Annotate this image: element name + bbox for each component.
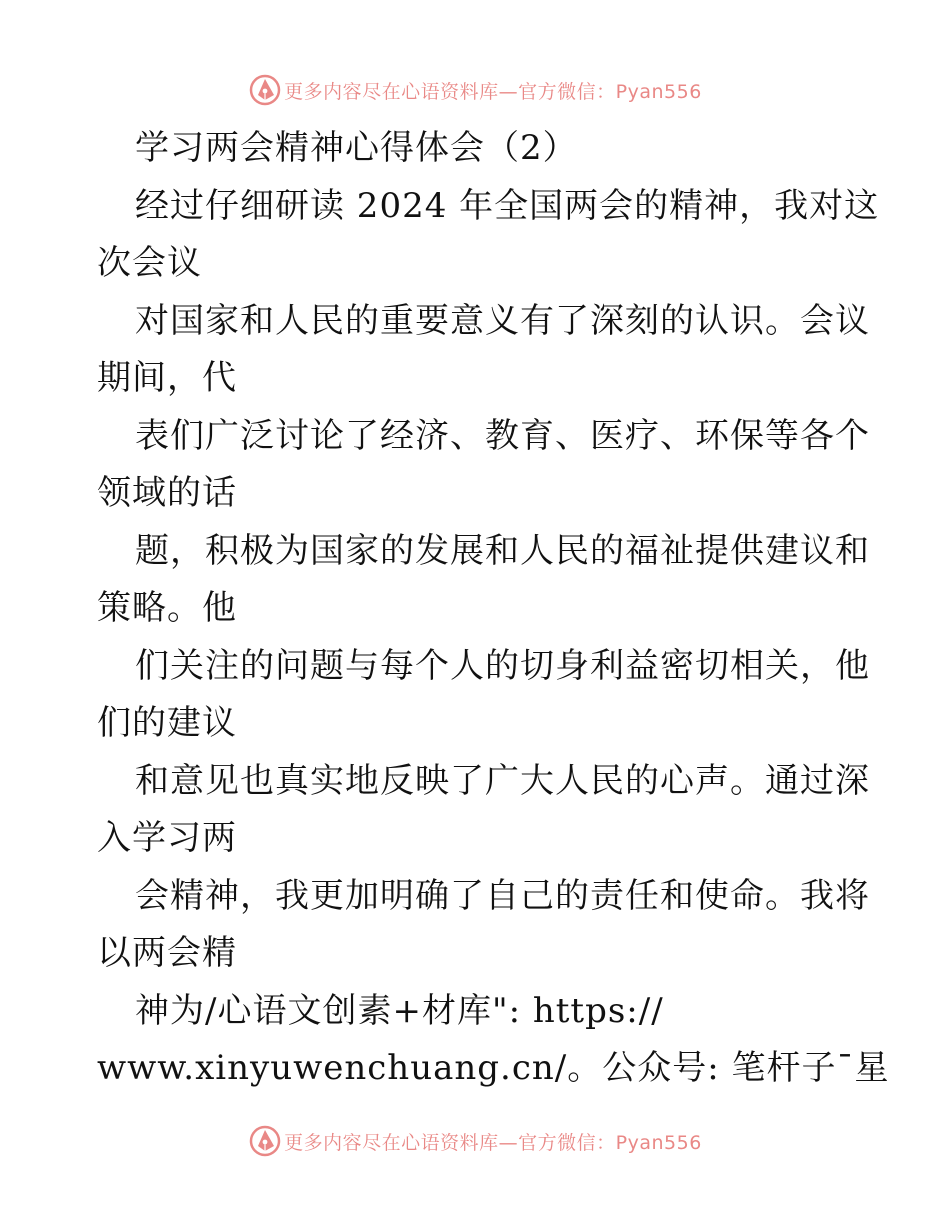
text-line: 入学习两 (97, 818, 237, 858)
banner-text: 更多内容尽在心语资料库—官方微信：Pyan556 (284, 80, 702, 103)
footer-banner (0, 1121, 950, 1161)
text-line: 对国家和人民的重要意义有了深刻的认识。会议 (135, 300, 870, 341)
pen-nib-logo-icon (248, 73, 282, 107)
text-line: 策略。他 (97, 588, 237, 628)
text-line: 经过仔细研读 2024 年全国两会的精神，我对这 (135, 185, 880, 226)
text-line: 和意见也真实地反映了广大人民的心声。通过深 (135, 760, 870, 801)
text-line: 学习两会精神心得体会（2） (135, 128, 578, 168)
text-line: 表们广泛讨论了经济、教育、医疗、环保等各个 (135, 415, 870, 456)
banner-text: 更多内容尽在心语资料库—官方微信：Pyan556 (284, 1131, 702, 1154)
text-line: www.xinyuwenchuang.cn/。公众号: 笔杆子¯星 (97, 1048, 890, 1088)
text-line: 们关注的问题与每个人的切身利益密切相关，他 (135, 645, 870, 686)
header-banner (0, 70, 950, 110)
text-line: 们的建议 (97, 703, 237, 743)
text-line: 领域的话 (97, 473, 237, 513)
document-body (97, 120, 890, 1098)
pen-nib-logo-icon (248, 1124, 282, 1158)
text-line: 期间，代 (97, 358, 237, 398)
text-line: 以两会精 (97, 933, 237, 973)
text-line: 题，积极为国家的发展和人民的福祉提供建议和 (135, 530, 870, 571)
text-line: 次会议 (97, 243, 202, 283)
text-line: 神为/心语文创素+材库": https:// (135, 990, 664, 1031)
text-line: 会精神，我更加明确了自己的责任和使命。我将 (135, 875, 870, 916)
